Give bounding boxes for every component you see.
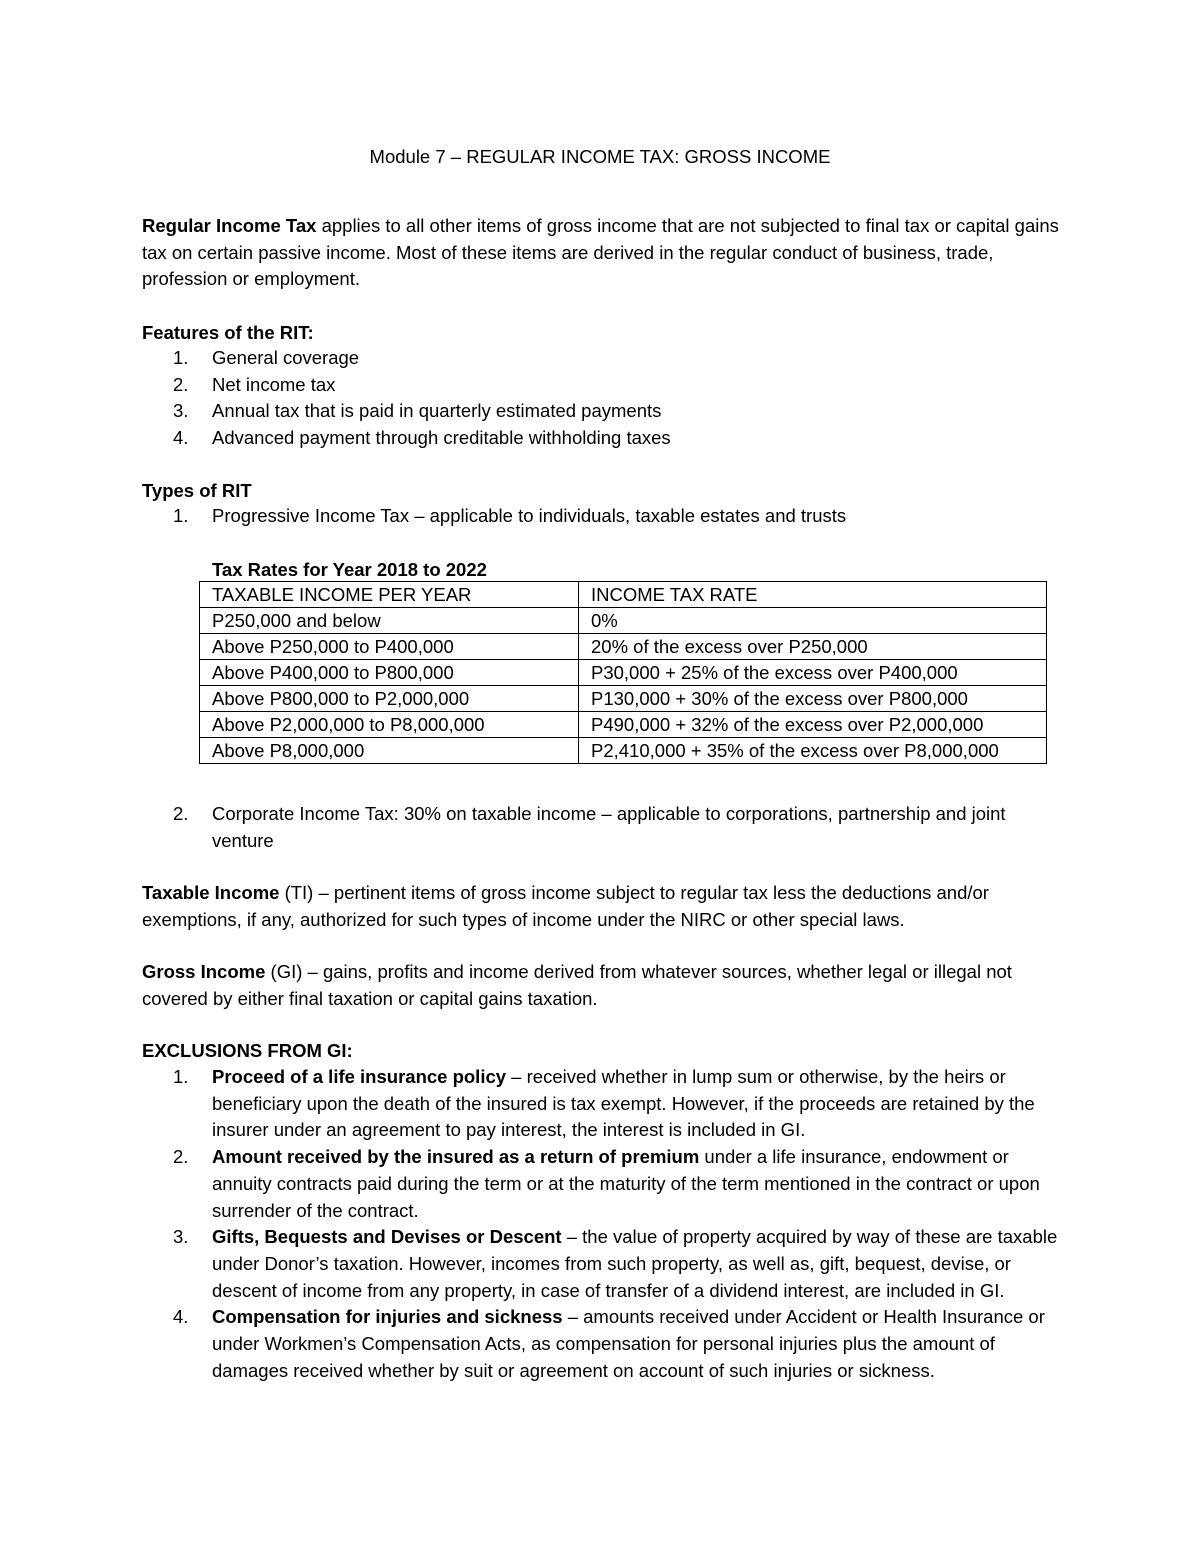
intro-text: applies to all other items of gross income that are not subjected to final tax or capital gains tax on certain passive income. Most of these items are derived in the regular conduct of business, trade, profession or employment.	[142, 215, 1059, 290]
table-cell: 0%	[579, 608, 1047, 634]
table-row	[200, 634, 1047, 660]
item-number: 1.	[173, 505, 189, 526]
item-number: 1.	[173, 1066, 189, 1087]
types-heading: Types of RIT	[142, 480, 252, 501]
taxable-income-paragraph	[142, 880, 1062, 933]
list-item	[142, 503, 1062, 530]
intro-term: Regular Income Tax	[142, 215, 317, 236]
list-item	[142, 1064, 1062, 1144]
intro-paragraph	[142, 213, 1062, 293]
table-cell: Above P250,000 to P400,000	[200, 634, 579, 660]
item-text: Advanced payment through creditable withholding taxes	[212, 427, 671, 449]
table-row	[200, 608, 1047, 634]
types-list-2	[142, 801, 1062, 854]
item-number: 2.	[173, 803, 189, 824]
tax-rates-table	[199, 581, 1047, 764]
item-term: Gifts, Bequests and Devises or Descent	[212, 1226, 562, 1248]
item-term: Proceed of a life insurance policy	[212, 1066, 507, 1087]
features-list	[142, 345, 1062, 452]
page-title: Module 7 – REGULAR INCOME TAX: GROSS INCOME	[369, 146, 831, 167]
table-cell: Above P800,000 to P2,000,000	[200, 686, 579, 712]
table-cell: Above P8,000,000	[200, 738, 579, 764]
item-text: under a life insurance, endowment or annuity contracts paid during the term or at the maturity of the term mentioned in the contract or upon surrender of the contract.	[212, 1146, 1040, 1221]
item-number: 2.	[173, 373, 189, 395]
table-row	[200, 738, 1047, 764]
table-cell: P130,000 + 30% of the excess over P800,000	[579, 686, 1047, 712]
table-cell: 20% of the excess over P250,000	[579, 634, 1047, 660]
item-number: 1.	[173, 347, 189, 368]
list-item	[142, 398, 1062, 425]
table-header-cell: TAXABLE INCOME PER YEAR	[200, 582, 579, 608]
exclusions-heading: EXCLUSIONS FROM GI:	[142, 1040, 353, 1061]
table-cell: P250,000 and below	[200, 608, 579, 634]
types-list-1	[142, 503, 1062, 530]
table-caption: Tax Rates for Year 2018 to 2022	[212, 559, 487, 580]
table-row	[200, 712, 1047, 738]
features-heading: Features of the RIT:	[142, 322, 314, 343]
item-number: 2.	[173, 1146, 189, 1168]
item-text: – the value of property acquired by way of these are taxable under Donor’s taxation. However, incomes from such property, as well as, gift, bequest, devise, or descent of income from any property, in case of transfer of a dividend interest, are included in GI.	[212, 1226, 1058, 1301]
list-item	[142, 1144, 1062, 1224]
table-cell: P30,000 + 25% of the excess over P400,000	[579, 660, 1047, 686]
table-cell: P2,410,000 + 35% of the excess over P8,000,000	[579, 738, 1047, 764]
item-number: 3.	[173, 1226, 189, 1248]
item-number: 3.	[173, 400, 189, 422]
table-row	[200, 686, 1047, 712]
table-cell: Above P2,000,000 to P8,000,000	[200, 712, 579, 738]
gross-income-term: Gross Income	[142, 961, 266, 982]
item-term: Compensation for injuries and sickness	[212, 1306, 563, 1328]
table-cell: Above P400,000 to P800,000	[200, 660, 579, 686]
item-text: Corporate Income Tax: 30% on taxable income – applicable to corporations, partnership and joint venture	[212, 803, 1006, 851]
item-number: 4.	[173, 1306, 189, 1328]
table-cell: P490,000 + 32% of the excess over P2,000,000	[579, 712, 1047, 738]
item-text: General coverage	[212, 347, 360, 368]
item-text: – received whether in lump sum or otherwise, by the heirs or beneficiary upon the death of the insured is tax exempt. However, if the proceeds are retained by the insurer under an agreement to pay interest, the interest is included in GI.	[212, 1066, 1035, 1141]
list-item	[142, 425, 1062, 452]
taxable-income-text: (TI) – pertinent items of gross income subject to regular tax less the deductions and/or exemptions, if any, authorized for such types of income under the NIRC or other special laws.	[142, 882, 989, 930]
list-item	[142, 345, 1062, 372]
taxable-income-term: Taxable Income	[142, 882, 280, 903]
exclusions-list	[142, 1064, 1062, 1384]
item-text: Annual tax that is paid in quarterly estimated payments	[212, 400, 662, 422]
gross-income-text: (GI) – gains, profits and income derived from whatever sources, whether legal or illegal not covered by either final taxation or capital gains taxation.	[142, 961, 1012, 1009]
list-item	[142, 801, 1062, 854]
table-row	[200, 660, 1047, 686]
item-text: – amounts received under Accident or Health Insurance or under Workmen’s Compensation Acts, as compensation for personal injuries plus the amount of damages received whether by suit or agreement on account of such injuries or sickness.	[212, 1306, 1045, 1381]
table-header-cell: INCOME TAX RATE	[579, 582, 1047, 608]
item-term: Amount received by the insured as a return of premium	[212, 1146, 700, 1168]
list-item	[142, 372, 1062, 399]
item-text: Net income tax	[212, 373, 336, 395]
list-item	[142, 1224, 1062, 1304]
item-text: Progressive Income Tax – applicable to individuals, taxable estates and trusts	[212, 505, 847, 526]
item-number: 4.	[173, 427, 189, 449]
gross-income-paragraph	[142, 959, 1062, 1012]
list-item	[142, 1304, 1062, 1384]
table-header-row	[200, 582, 1047, 608]
